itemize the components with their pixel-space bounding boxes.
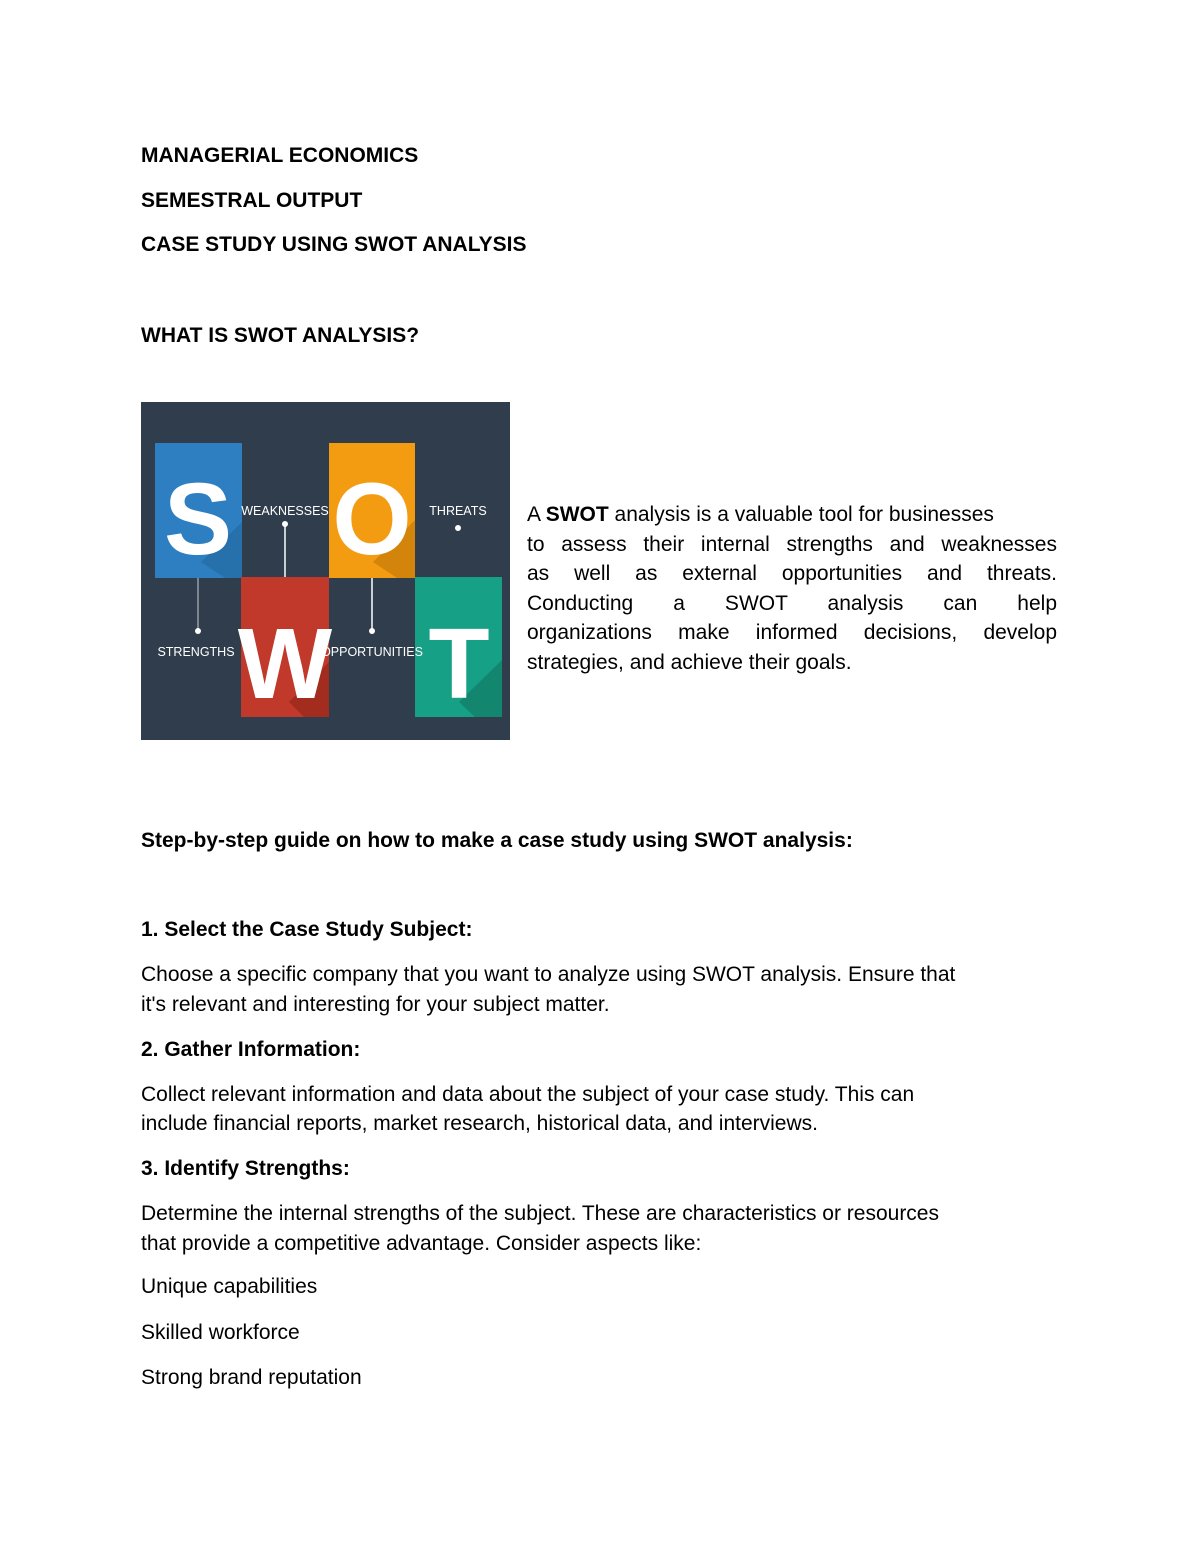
step-3-heading: 3. Identify Strengths: xyxy=(141,1157,350,1180)
strength-item: Skilled workforce xyxy=(141,1321,300,1344)
step-3-text-line-2: that provide a competitive advantage. Consider aspects like: xyxy=(141,1232,702,1255)
weaknesses-label: WEAKNESSES xyxy=(241,504,329,518)
guide-heading: Step-by-step guide on how to make a case study using SWOT analysis: xyxy=(141,829,853,852)
step-2-text-line-1: Collect relevant information and data about the subject of your case study. This can xyxy=(141,1083,915,1106)
intro-line-4: Conducting a SWOT analysis can help xyxy=(527,591,1057,615)
case-study-title: CASE STUDY USING SWOT ANALYSIS xyxy=(141,233,527,256)
step-1-heading: 1. Select the Case Study Subject: xyxy=(141,918,473,941)
t-letter: T xyxy=(428,608,490,720)
course-title: MANAGERIAL ECONOMICS xyxy=(141,144,419,167)
intro-line-1: A SWOT analysis is a valuable tool for businesses xyxy=(527,503,994,526)
o-letter: O xyxy=(332,462,412,576)
s-letter: S xyxy=(163,462,233,576)
intro-line-5: organizations make informed decisions, develop xyxy=(527,621,1057,644)
step-2-heading: 2. Gather Information: xyxy=(141,1038,361,1061)
intro-line-3: as well as external opportunities and threats. xyxy=(527,562,1057,585)
threats-label: THREATS xyxy=(429,504,487,518)
strength-item: Unique capabilities xyxy=(141,1275,318,1298)
w-letter: W xyxy=(237,608,333,720)
section-question: WHAT IS SWOT ANALYSIS? xyxy=(141,324,420,347)
swot-graphic xyxy=(141,402,510,740)
swot-intro-paragraph xyxy=(527,500,1057,677)
strength-item: Strong brand reputation xyxy=(141,1366,362,1389)
step-3-text-line-1: Determine the internal strengths of the subject. These are characteristics or resources xyxy=(141,1202,939,1225)
strengths-label: STRENGTHS xyxy=(157,645,235,659)
step-1-text-line-2: it's relevant and interesting for your subject matter. xyxy=(141,993,610,1016)
step-2-text-line-2: include financial reports, market research, historical data, and interviews. xyxy=(141,1112,818,1135)
step-1-text-line-1: Choose a specific company that you want to analyze using SWOT analysis. Ensure that xyxy=(141,963,956,986)
intro-line-2: to assess their internal strengths and weaknesses xyxy=(527,532,1057,556)
output-title: SEMESTRAL OUTPUT xyxy=(141,189,363,212)
intro-line-6: strategies, and achieve their goals. xyxy=(527,650,852,674)
opportunities-label: OPPORTUNITIES xyxy=(321,645,423,659)
